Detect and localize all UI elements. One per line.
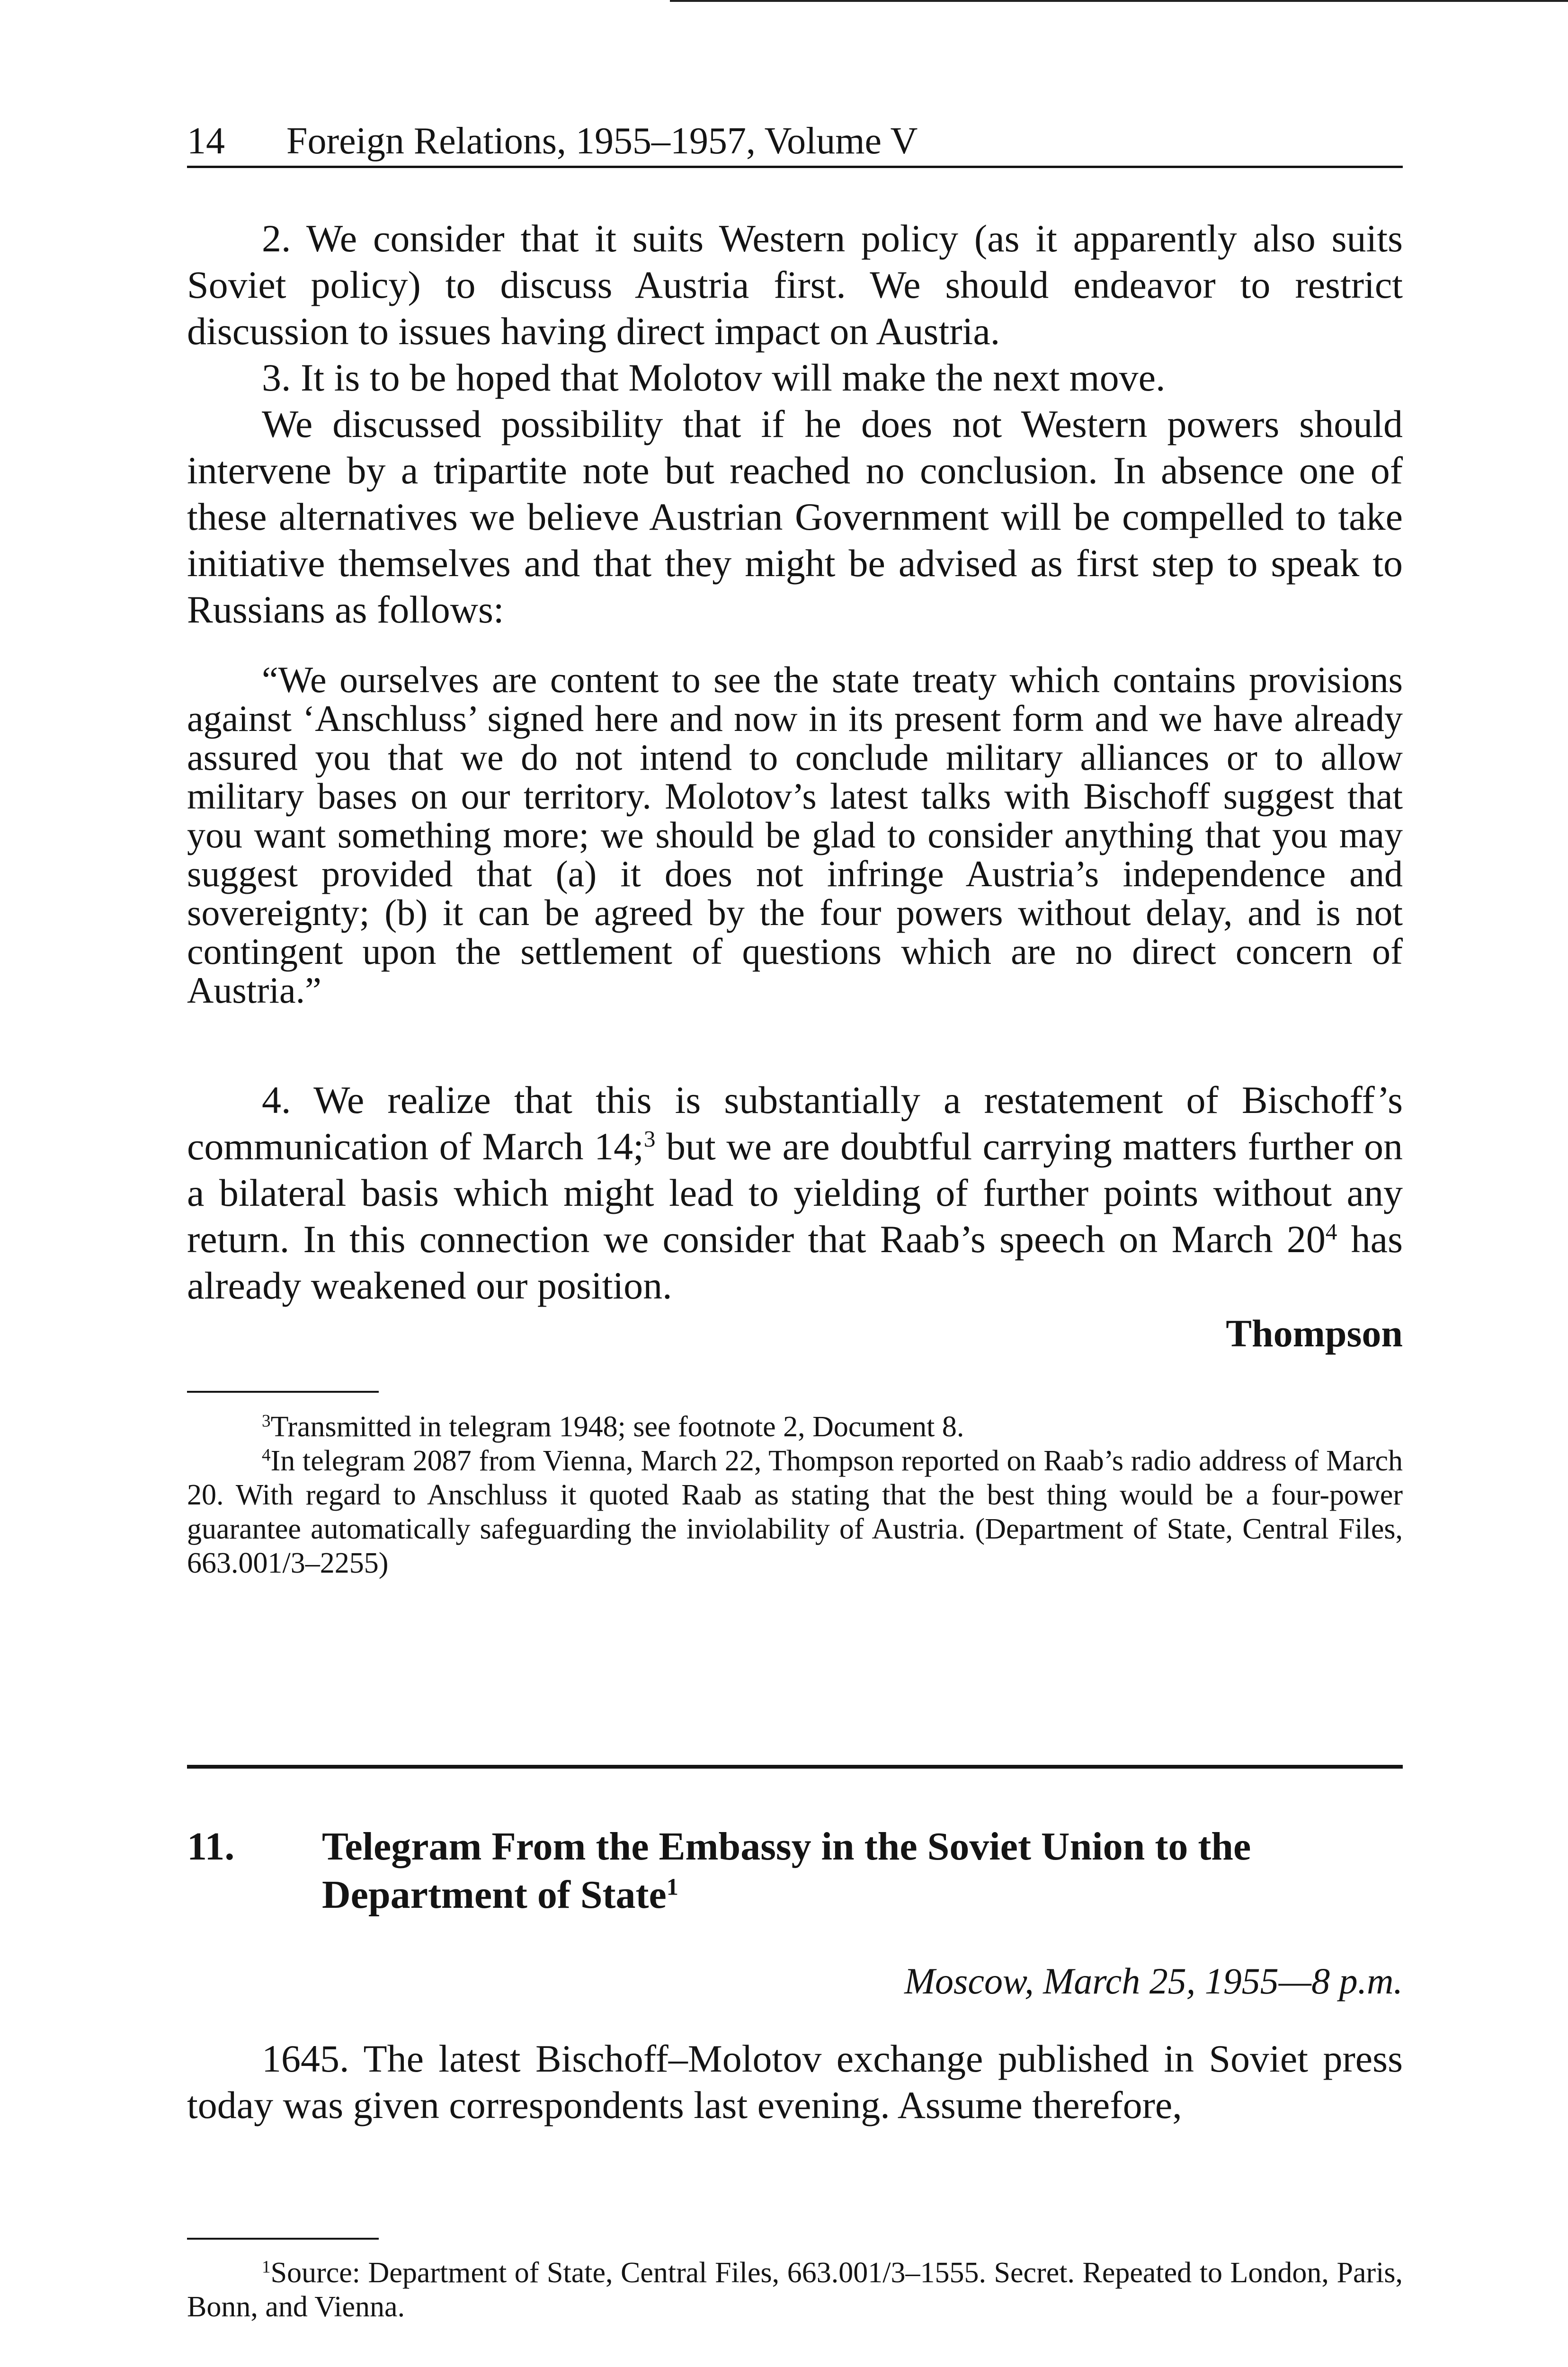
section-divider [187, 1765, 1403, 1769]
scan-edge-rule [670, 0, 1568, 2]
dateline: Moscow, March 25, 1955—8 p.m. [904, 1960, 1403, 2002]
paragraph-3-continued: We discussed possibility that if he does not Western powers should intervene by a tripartite note but reached no conclusion. In absence one of these alternatives we believe Austrian Government will be compelled to take initiative themselves and that they might be advised as first step to speak to Russians as follows: [187, 402, 1403, 631]
paragraph-4 [187, 1077, 1403, 1309]
footnote-ref-4[interactable]: 4 [1325, 1218, 1337, 1245]
document-title [322, 1823, 1403, 1919]
footnotes-section-a [187, 1410, 1403, 1580]
footnote-marker: 4 [262, 1445, 271, 1465]
footnote-text: Transmitted in telegram 1948; see footnote 2, Document 8. [270, 1411, 964, 1443]
footnote-4 [187, 1444, 1403, 1580]
document-number: 11. [187, 1824, 235, 1869]
running-title: Foreign Relations, 1955–1957, Volume V [286, 120, 918, 162]
footnote-3 [187, 1410, 1403, 1444]
body-section-a [187, 215, 1403, 633]
block-quote [187, 660, 1403, 1010]
footnote-text: Source: Department of State, Central Files, 663.001/3–1555. Secret. Repeated to London, Paris, Bonn, and Vienna. [187, 2257, 1403, 2323]
paragraph-2: 2. We consider that it suits Western policy (as it apparently also suits Soviet policy) to discuss Austria first. We should endeavor to restrict discussion to issues having direct impact on Austria. [187, 217, 1403, 353]
footnote-ref-3[interactable]: 3 [643, 1125, 656, 1152]
para4-part-1: 4. We realize that this is substantially a restatement of Bischoff’s communication of March 14; [187, 1078, 1403, 1168]
footnotes-section-b [187, 2256, 1403, 2324]
footnote-1 [187, 2256, 1403, 2324]
para4-part-3: has already weakened our position. [187, 1218, 1403, 1307]
footnote-ref-1[interactable]: 1 [666, 1873, 678, 1900]
running-head [187, 117, 1403, 168]
paragraph-1645: 1645. The latest Bischoff–Molotov exchange published in Soviet press today was given correspondents last evening. Assume therefore, [187, 2037, 1403, 2127]
body-document-11 [187, 2036, 1403, 2128]
para4-part-2: but we are doubtful carrying matters further on a bilateral basis which might lead to yielding of further points without any return. In this connection we consider that Raab’s speech on March 20 [187, 1125, 1403, 1261]
quote-text: “We ourselves are content to see the state treaty which contains provisions against ‘Anschluss’ signed here and now in its present form and we have already assured you that we do not intend to conclude military alliances or to allow military bases on our territory. Molotov’s latest talks with Bischoff suggest that you want something more; we should be glad to consider anything that you may suggest provided that (a) it does not infringe Austria’s independence and sovereignty; (b) it can be agreed by the four powers without delay, and is not contingent upon the settlement of questions which are no direct concern of Austria.” [187, 659, 1403, 1011]
page-number: 14 [187, 120, 225, 162]
document-title-text: Telegram From the Embassy in the Soviet Union to the Department of State [322, 1824, 1251, 1917]
paragraph-3: 3. It is to be hoped that Molotov will make the next move. [262, 356, 1166, 399]
footnote-marker: 1 [262, 2257, 271, 2277]
signature: Thompson [1226, 1312, 1403, 1355]
footnote-marker: 3 [262, 1411, 271, 1431]
footnote-rule [187, 2238, 379, 2240]
body-section-a-para4 [187, 1077, 1403, 1309]
footnote-rule [187, 1391, 379, 1393]
footnote-text: In telegram 2087 from Vienna, March 22, Thompson reported on Raab’s radio address of March 20. With regard to Anschluss it quoted Raab as stating that the best thing would be a four-power guarantee automatically safeguarding the inviolability of Austria. (Department of State, Central Files, 663.001/3–2255) [187, 1445, 1403, 1579]
